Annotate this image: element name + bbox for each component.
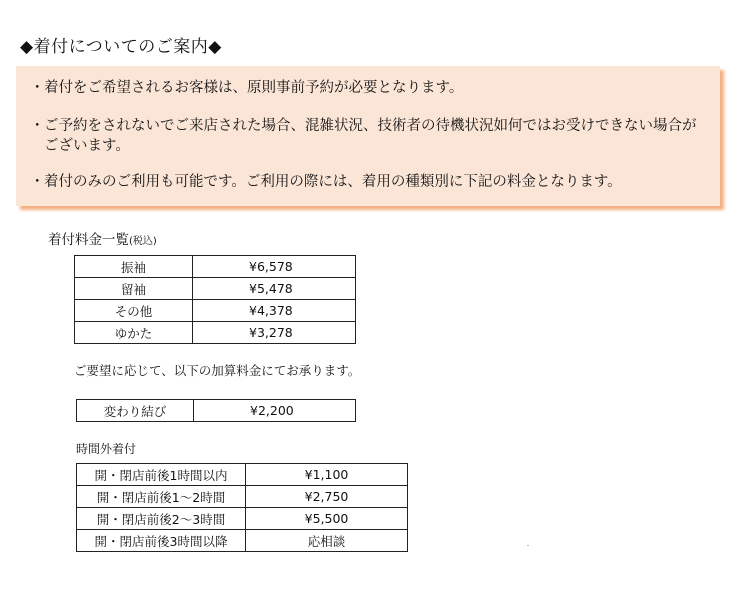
item-name: 振袖 [75,256,193,278]
stray-mark [527,545,529,546]
notice-text: 着付をご希望されるお客様は、原則事前予約が必要となります。 [44,80,464,96]
item-name: 開・閉店前後1時間以内 [77,464,246,486]
bullet: ・ [30,80,45,96]
item-name: 留袖 [75,278,193,300]
page-heading: ◆着付についてのご案内◆ [20,37,222,57]
item-price: ¥5,478 [193,278,356,300]
table-row [75,300,356,322]
table-row [77,400,356,422]
item-price: ¥2,200 [194,400,356,422]
item-name: 開・閉店前後1～2時間 [77,486,246,508]
item-price: ¥4,378 [193,300,356,322]
table-row [77,464,408,486]
item-price: ¥1,100 [246,464,408,486]
item-price: ¥5,500 [246,508,408,530]
table-row [75,322,356,344]
item-price: 応相談 [246,530,408,552]
bullet: ・ [30,174,45,190]
notice-text: ご予約をされないでご来店された場合、混雑状況、技術者の待機状況如何ではお受けできない場合がございます。 [44,118,697,154]
notice-item [30,116,710,156]
notice-item [30,78,710,98]
overtime-title: 時間外着付 [76,442,137,456]
fee-list-title-text: 着付料金一覧 [48,232,129,248]
bullet: ・ [30,118,45,134]
notice-box [16,66,720,206]
item-name: その他 [75,300,193,322]
table-row [77,508,408,530]
additional-table [76,399,356,422]
overtime-table [76,463,408,552]
tax-note: (税込) [129,236,157,247]
table-row [77,486,408,508]
item-name: 変わり結び [77,400,194,422]
item-name: 開・閉店前後2～3時間 [77,508,246,530]
table-row [75,278,356,300]
notice-item [30,172,710,192]
fee-table [74,255,356,344]
item-price: ¥3,278 [193,322,356,344]
fee-list-title [48,228,157,248]
item-price: ¥6,578 [193,256,356,278]
notice-text: 着付のみのご利用も可能です。ご利用の際には、着用の種類別に下記の料金となります。 [44,174,622,190]
item-name: ゆかた [75,322,193,344]
table-row [75,256,356,278]
table-row [77,530,408,552]
item-name: 開・閉店前後3時間以降 [77,530,246,552]
additional-note: ご要望に応じて、以下の加算料金にてお承ります。 [74,363,361,378]
item-price: ¥2,750 [246,486,408,508]
